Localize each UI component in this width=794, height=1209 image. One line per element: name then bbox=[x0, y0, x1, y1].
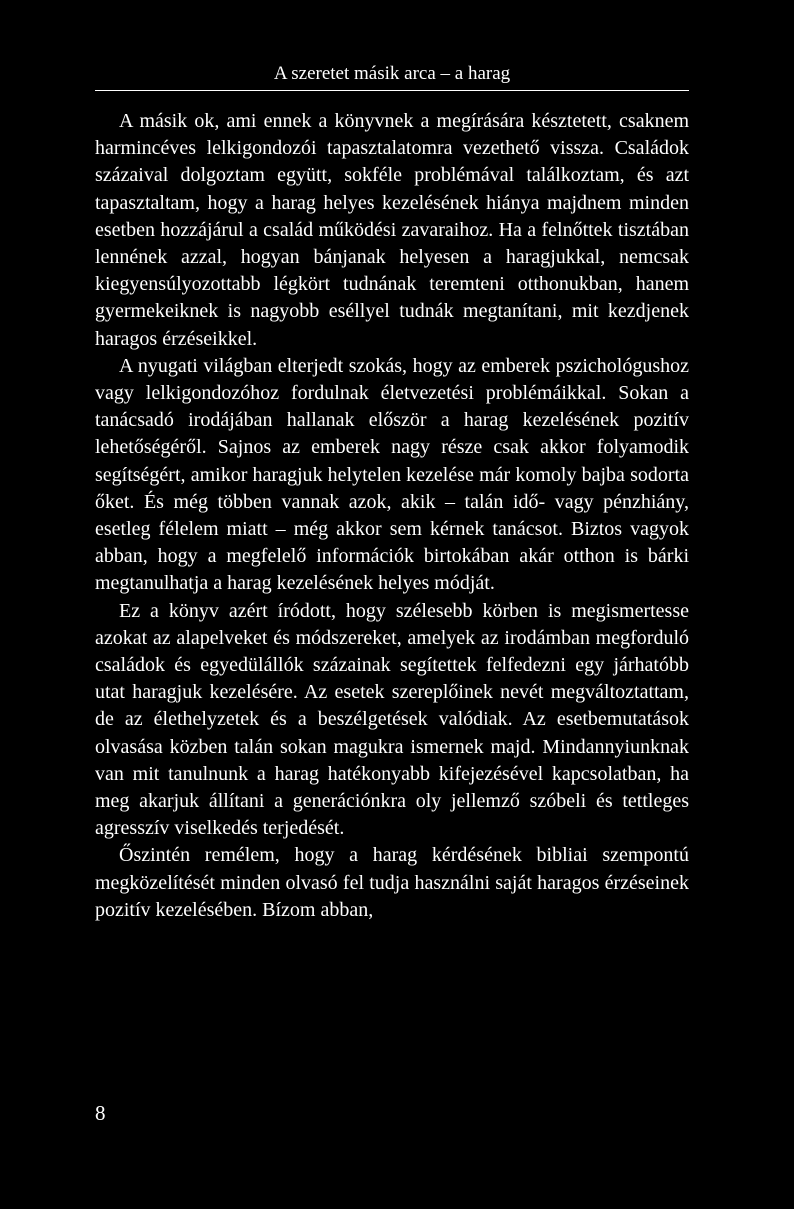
paragraph-1: A másik ok, ami ennek a könyvnek a megírására késztetett, csaknem harmincéves lelkigondozói tapasztalatomra vezethető vissza. Családok százaival dolgoztam együtt, sokféle problémával találkoztam, és azt tapasztaltam, hogy a harag helyes kezelésének hiánya majdnem minden esetben hozzájárul a család működési zavaraihoz. Ha a felnőttek tisztában lennének azzal, hogyan bánjanak helyesen a haragjukkal, nemcsak kiegyensúlyozottabb légkört tudnának teremteni otthonukban, hanem gyermekeiknek is nagyobb eséllyel tudnák megtanítani, mit kezdjenek haragos érzéseikkel. bbox=[95, 110, 689, 350]
paragraph-4: Őszintén remélem, hogy a harag kérdésének bibliai szempontú megközelítését minden olvasó fel tudja használni saját haragos érzéseinek pozitív kezelésében. Bízom abban, bbox=[95, 844, 689, 921]
header-rule bbox=[95, 90, 689, 91]
page-number: 8 bbox=[95, 1101, 106, 1125]
paragraph-2: A nyugati világban elterjedt szokás, hogy az emberek pszichológushoz vagy lelkigondozóhoz fordulnak életvezetési problémáikkal. Sokan a tanácsadó irodájában hallanak először a harag kezelésének pozitív lehetőségéről. Sajnos az emberek nagy része csak akkor folyamodik segítségért, amikor haragjuk helytelen kezelése már komoly bajba sodorta őket. És még többen vannak azok, akik – talán idő- vagy pénzhiány, esetleg félelem miatt – még akkor sem kérnek tanácsot. Biztos vagyok abban, hogy a megfelelő információk birtokában akár otthon is bárki megtanulhatja a harag kezelésének helyes módját. bbox=[95, 354, 689, 595]
paragraph-3: Ez a könyv azért íródott, hogy szélesebb körben is megismertesse azokat az alapelveket és módszereket, amelyek az irodámban megforduló családok és egyedülállók százainak segítettek felfedezni egy járhatóbb utat haragjuk kezelésére. Az esetek szereplőinek nevét megváltoztattam, de az élethelyzetek és a beszélgetések valódiak. Az esetbemutatások olvasása közben talán sokan magukra ismernek majd. Mindannyiunknak van mit tanulnunk a harag hatékonyabb kifejezésével kapcsolatban, ha meg akarjuk állítani a generációnkra oly jellemző szóbeli és tettleges agresszív viselkedés terjedését. bbox=[95, 599, 689, 840]
body-text bbox=[95, 108, 689, 924]
running-head: A szeretet másik arca – a harag bbox=[273, 63, 511, 84]
